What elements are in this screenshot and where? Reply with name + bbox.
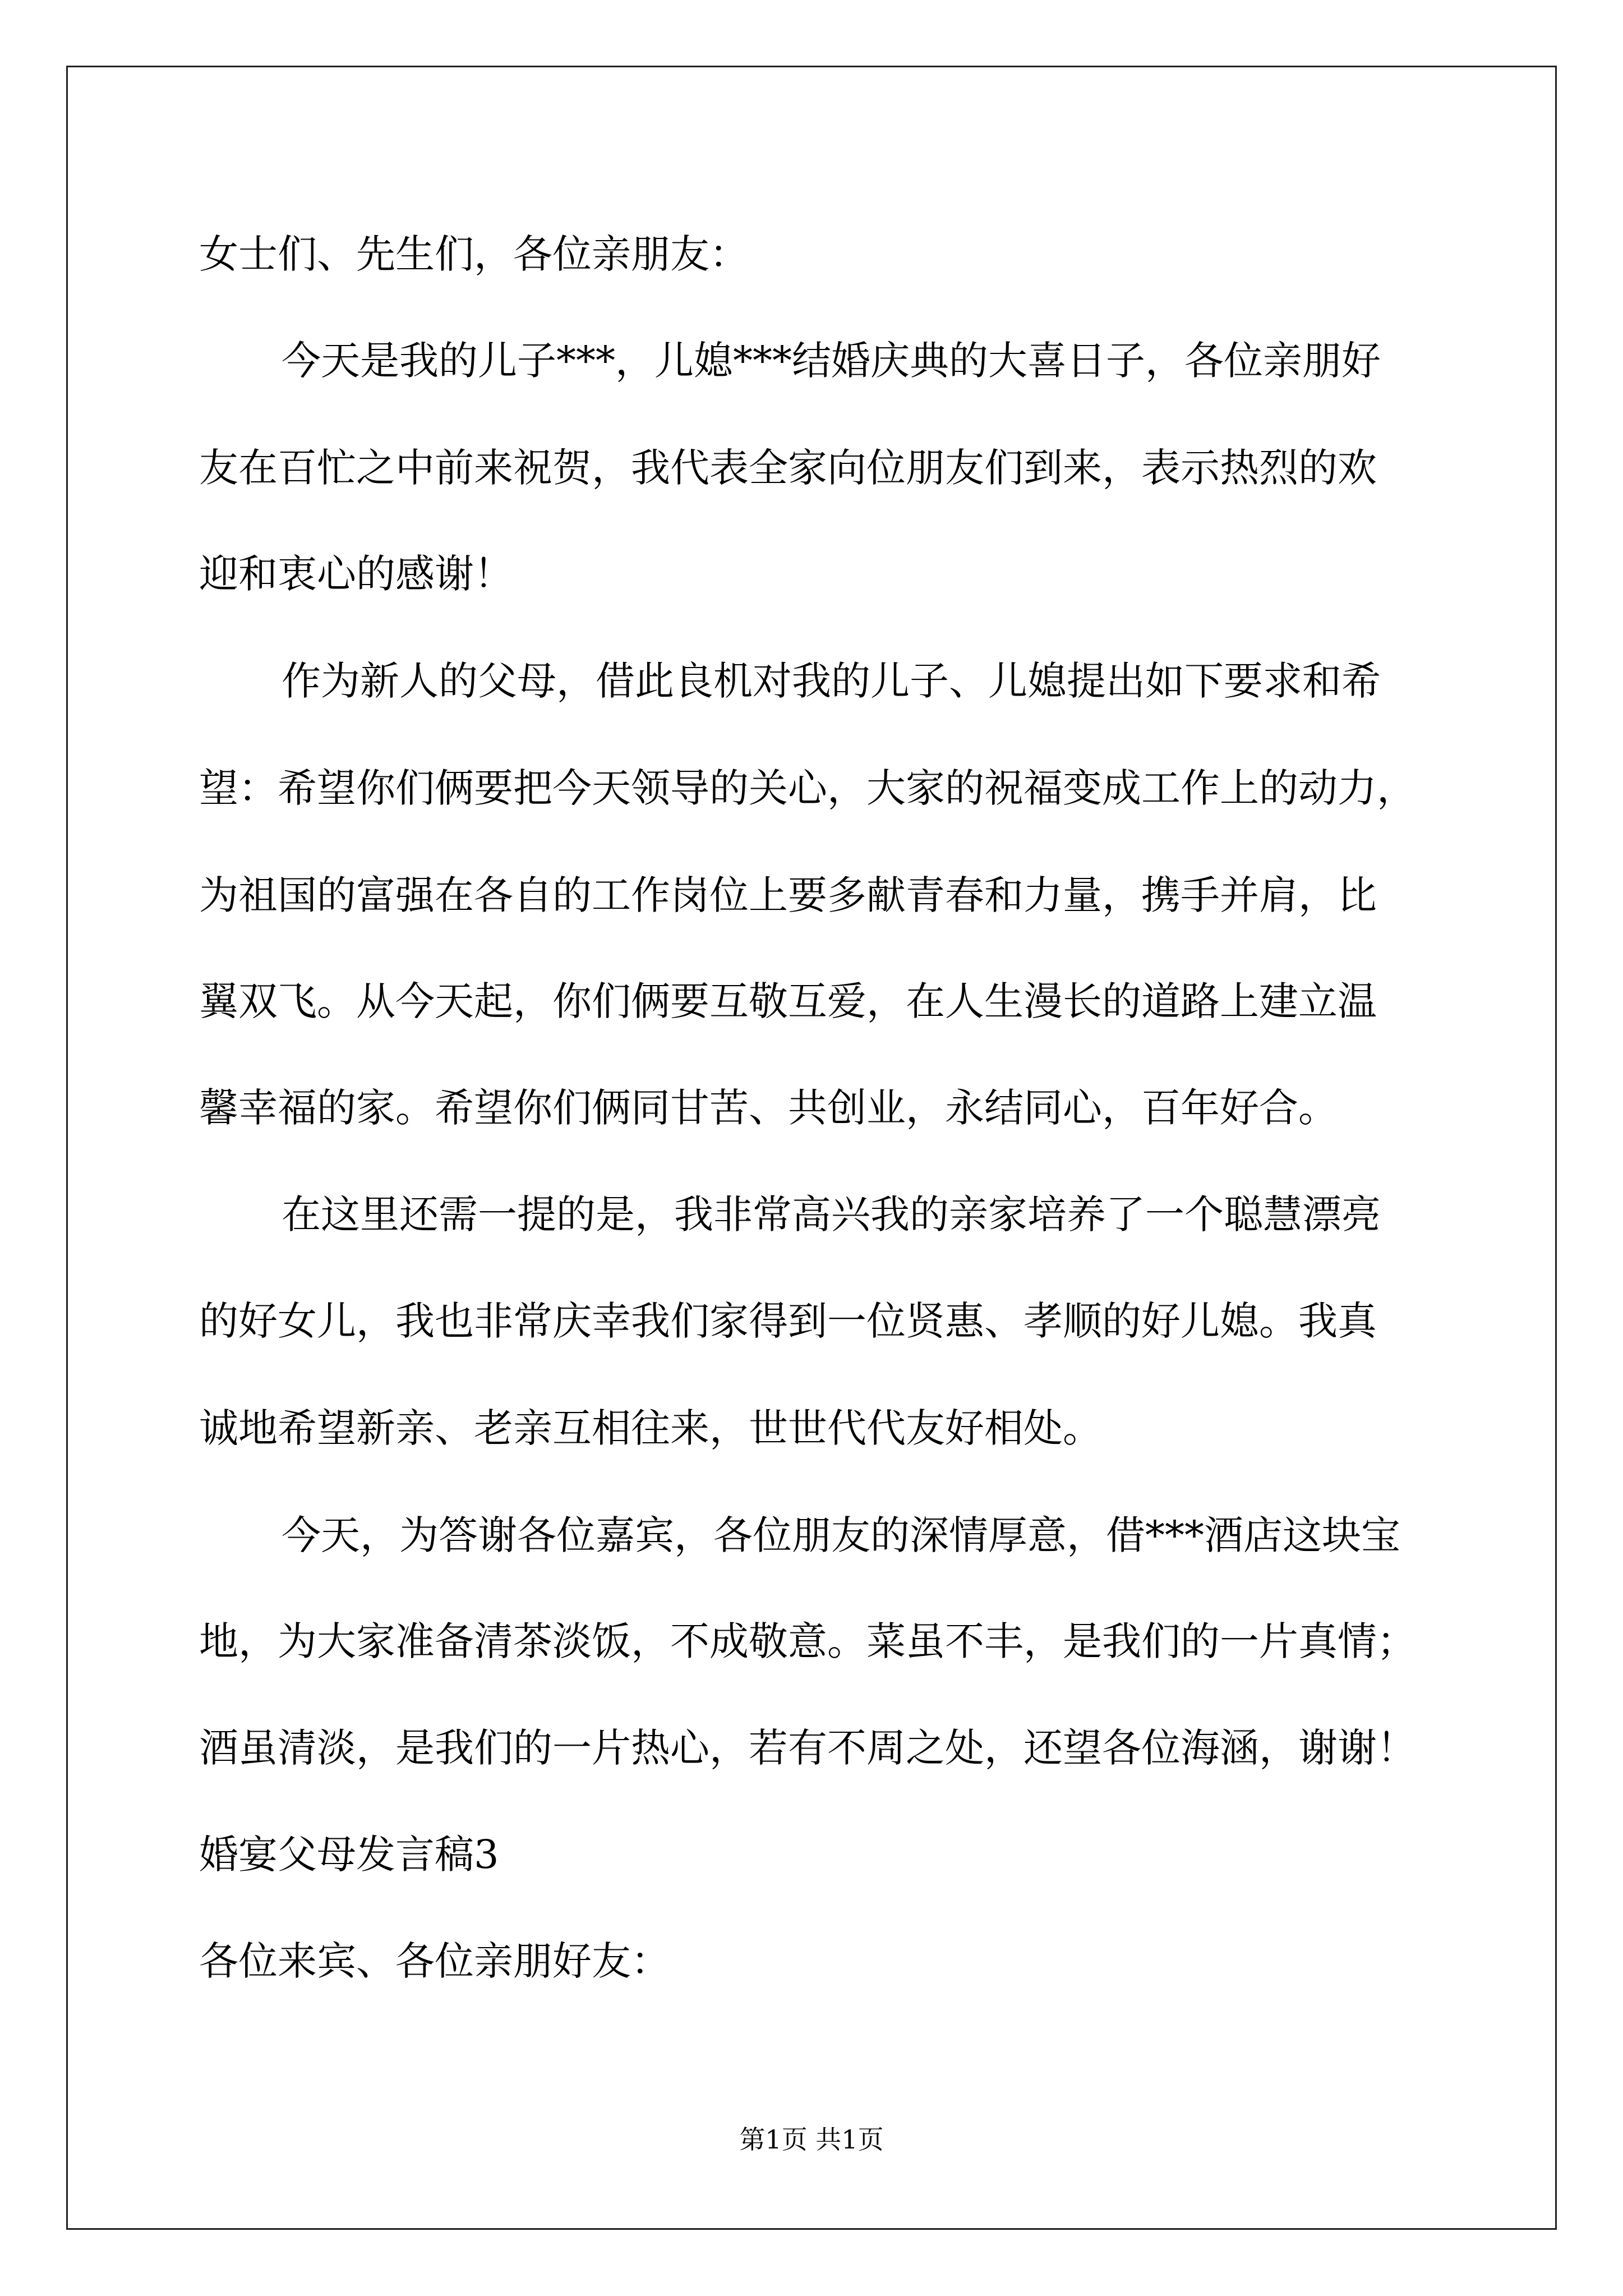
paragraph-line: 今天是我的儿子***，儿媳***结婚庆典的大喜日子，各位亲朋好 bbox=[282, 338, 1381, 384]
paragraph-line: 馨幸福的家。希望你们俩同甘苦、共创业，永结同心，百年好合。 bbox=[199, 1085, 1338, 1131]
page-number-footer: 第1页 共1页 bbox=[739, 2124, 884, 2155]
paragraph-line: 望：希望你们俩要把今天领导的关心，大家的祝福变成工作上的动力， bbox=[199, 765, 1416, 811]
paragraph-line: 翼双飞。从今天起，你们俩要互敬互爱，在人生漫长的道路上建立温 bbox=[199, 978, 1377, 1024]
paragraph-line: 友在百忙之中前来祝贺，我代表全家向位朋友们到来，表示热烈的欢 bbox=[199, 445, 1377, 491]
paragraph-line: 的好女儿，我也非常庆幸我们家得到一位贤惠、孝顺的好儿媳。我真 bbox=[199, 1298, 1377, 1344]
paragraph-line: 今天，为答谢各位嘉宾，各位朋友的深情厚意，借***酒店这块宝 bbox=[282, 1512, 1400, 1558]
paragraph-line: 为祖国的富强在各自的工作岗位上要多献青春和力量，携手并肩，比 bbox=[199, 872, 1377, 918]
section-title: 婚宴父母发言稿3 bbox=[199, 1832, 499, 1878]
paragraph-line: 地，为大家准备清茶淡饭，不成敬意。菜虽不丰，是我们的一片真情； bbox=[199, 1618, 1416, 1664]
paragraph-line: 酒虽清淡，是我们的一片热心，若有不周之处，还望各位海涵，谢谢！ bbox=[199, 1725, 1416, 1771]
page-border bbox=[66, 66, 1557, 2230]
paragraph-line: 迎和衷心的感谢！ bbox=[199, 551, 513, 597]
greeting-line: 女士们、先生们，各位亲朋友： bbox=[199, 231, 749, 277]
paragraph-line: 作为新人的父母，借此良机对我的儿子、儿媳提出如下要求和希 bbox=[282, 658, 1381, 704]
greeting-line: 各位来宾、各位亲朋好友： bbox=[199, 1938, 670, 1984]
paragraph-line: 在这里还需一提的是，我非常高兴我的亲家培养了一个聪慧漂亮 bbox=[282, 1191, 1381, 1237]
paragraph-line: 诚地希望新亲、老亲互相往来，世世代代友好相处。 bbox=[199, 1405, 1102, 1451]
